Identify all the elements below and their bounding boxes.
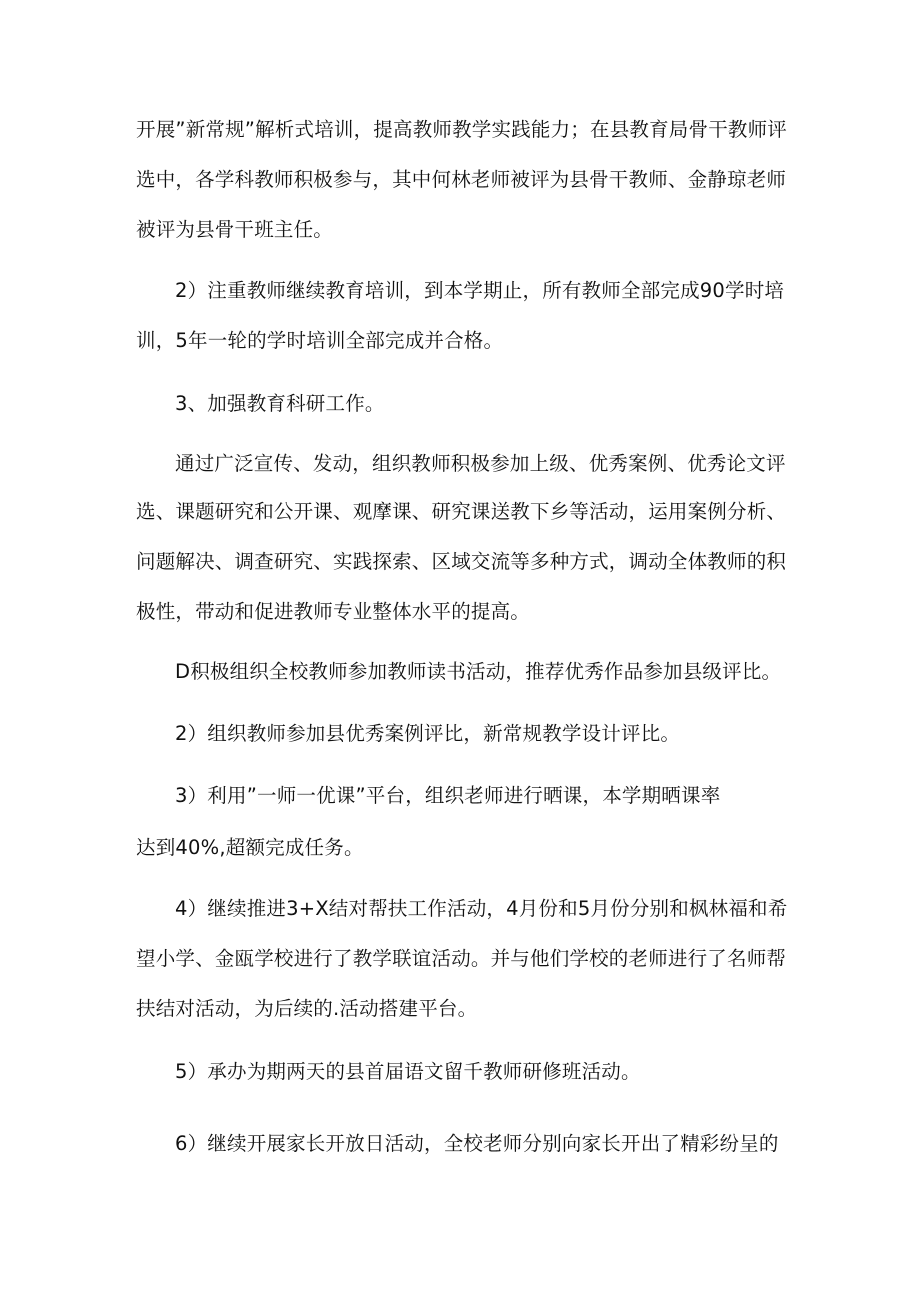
text-line: D积极组织全校教师参加教师读书活动，推荐优秀作品参加县级评比。 bbox=[175, 660, 782, 683]
text-line: 问题解决、调查研究、实践探索、区域交流等多种方式，调动全体教师的积 bbox=[136, 550, 787, 573]
text-line: 2）注重教师继续教育培训，到本学期止，所有教师全部完成90学时培 bbox=[175, 279, 785, 302]
text-line: 2）组织教师参加县优秀案例评比，新常规教学设计评比。 bbox=[175, 722, 681, 745]
text-line: 通过广泛宣传、发动，组织教师积极参加上级、优秀案例、优秀论文评 bbox=[175, 452, 786, 475]
text-line: 6）继续开展家长开放日活动，全校老师分别向家长开出了精彩纷呈的 bbox=[175, 1132, 779, 1155]
text-line: 5）承办为期两天的县首届语文留千教师研修班活动。 bbox=[175, 1060, 641, 1083]
text-line: 望小学、金瓯学校进行了教学联谊活动。并与他们学校的老师进行了名师帮 bbox=[136, 947, 787, 970]
text-line: 被评为县骨干班主任。 bbox=[136, 218, 334, 241]
text-line: 扶结对活动，为后续的.活动搭建平台。 bbox=[136, 997, 478, 1020]
text-line: 达到40%,超额完成任务。 bbox=[136, 836, 364, 859]
text-line: 选中，各学科教师积极参与，其中何林老师被评为县骨干教师、金静琼老师 bbox=[136, 168, 787, 191]
text-line: 3）利用”一师一优课”平台，组织老师进行晒课，本学期晒课率 bbox=[175, 784, 721, 807]
text-line: 训，5年一轮的学时培训全部完成并合格。 bbox=[136, 329, 504, 352]
section-heading: 3、加强教育科研工作。 bbox=[175, 392, 385, 415]
text-line: 极性，带动和促进教师专业整体水平的提高。 bbox=[136, 600, 531, 623]
text-line: 4）继续推进3+X结对帮扶工作活动，4月份和5月份分别和枫林福和希 bbox=[175, 897, 788, 920]
text-line: 开展”新常规”解析式培训，提高教师教学实践能力；在县教育局骨干教师评 bbox=[136, 118, 788, 141]
text-line: 选、课题研究和公开课、观摩课、研究课送教下乡等活动，运用案例分析、 bbox=[136, 500, 787, 523]
